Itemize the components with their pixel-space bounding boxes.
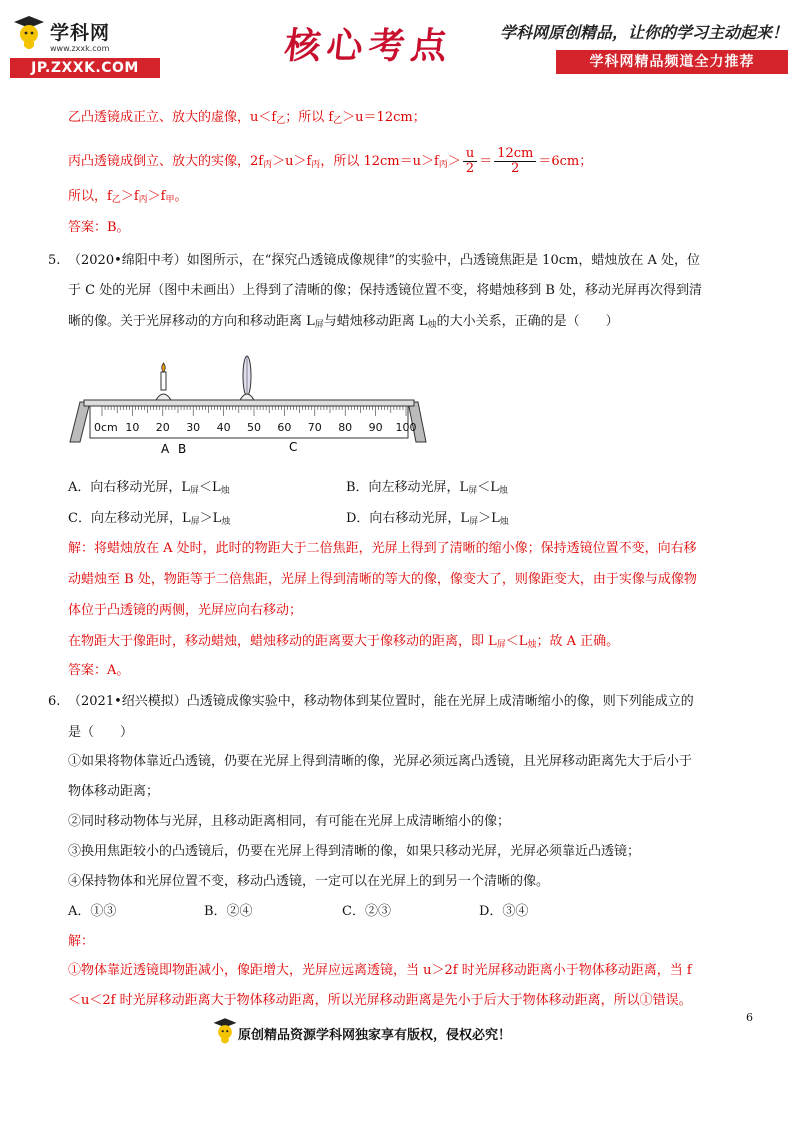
- option-b: B．②④: [204, 904, 253, 919]
- candle: [156, 363, 171, 400]
- option-c: C．②③: [342, 904, 391, 919]
- mascot-icon: [12, 14, 46, 54]
- solution-line: 所以，$f_乙>f_丙>f_甲$。: [68, 189, 188, 205]
- solution-label: 解：: [68, 934, 95, 949]
- logo-brand: 学科网: [50, 22, 111, 44]
- copyright-notice: 原创精品资源学科网独家享有版权，侵权必究！: [238, 1028, 512, 1043]
- fraction: $\frac{12cm}{2}$: [494, 147, 536, 176]
- statement-2: ②同时移动物体与光屏，且移动距离相同，有可能在光屏上成清晰缩小的像；: [68, 814, 511, 829]
- ruler-label: 50: [247, 421, 261, 434]
- bench-rail: [84, 400, 414, 406]
- header-title: 核心考点: [282, 25, 455, 67]
- ruler-label: 60: [277, 421, 292, 434]
- statement-3: ③换用焦距较小的凸透镜后，仍要在光屏上得到清晰的像，如果只移动光屏，光屏必须靠近凸透镜；: [68, 844, 641, 859]
- ruler-label: 70: [307, 421, 322, 434]
- logo-domain: JP.ZXXK.COM: [10, 58, 160, 78]
- ruler-label: 30: [186, 421, 201, 434]
- option-d: D．向右移动光屏，$L_屏>L_烛$: [346, 511, 509, 527]
- ruler-label: 90: [368, 421, 383, 434]
- ruler-label: 40: [216, 421, 231, 434]
- page-number: 6: [746, 1011, 753, 1024]
- option-c: C．向左移动光屏，$L_屏>L_烛$: [68, 511, 231, 527]
- marker-b: B: [178, 442, 187, 456]
- answer-line: 答案：A。: [68, 663, 130, 678]
- question-number: 5.: [48, 253, 61, 268]
- option-a: A．向右移动光屏，$L_屏<L_烛$: [68, 480, 230, 496]
- option-d: D．③④: [479, 904, 529, 919]
- ruler-label: 100: [395, 421, 417, 434]
- question-number: 6.: [48, 694, 61, 709]
- solution-line: 解：将蜡烛放在 A 处时，此时的物距大于二倍焦距，光屏上得到了清晰的缩小像；保持透镜位置不变，向右移: [68, 541, 697, 556]
- optical-bench-figure: [68, 350, 430, 460]
- question-text: （2021•绍兴模拟）凸透镜成像实验中，移动物体到某位置时，能在光屏上成清晰缩小的像，则下列能成立的: [68, 694, 694, 709]
- solution-line: 动蜡烛至 B 处，物距等于二倍焦距，光屏上得到清晰的等大的像，像变大了，则像距变大，由于实像与成像物: [68, 572, 697, 587]
- solution-line: ＜u＜2f 时光屏移动距离大于物体移动距离，所以光屏移动距离是先小于后大于物体移动距离，所以①错误。: [68, 993, 692, 1008]
- marker-c: C: [289, 440, 298, 454]
- option-a: A．①③: [68, 904, 117, 919]
- ruler-label: 80: [338, 421, 353, 434]
- solution-line: 丙凸透镜成倒立、放大的实像，$2f_丙>u>f_丙$，所以 $12cm=u>f_丙>$ $\frac{u}{2}$ ＝ $\frac{12cm}{2}$ ＝6cm；: [68, 146, 593, 176]
- site-logo: [10, 14, 160, 76]
- channel-banner: 学科网精品频道全力推荐: [556, 50, 788, 74]
- ruler-label: 20: [155, 421, 170, 434]
- bench-leg-left: [70, 402, 90, 442]
- marker-a: A: [161, 442, 170, 456]
- question-text: 于 C 处的光屏（图中未画出）上得到了清晰的像；保持透镜位置不变，将蜡烛移到 B 处，移动光屏再次得到清: [68, 283, 703, 298]
- header-slogan: 学科网原创精品，让你的学习主动起来！: [499, 23, 788, 42]
- logo-url: www.zxxk.com: [50, 44, 110, 53]
- ruler-label: 10: [125, 421, 140, 434]
- statement-1-cont: 物体移动距离；: [68, 784, 160, 799]
- solution-line: 在物距大于像距时，移动蜡烛，蜡烛移动的距离要大于像移动的距离，即 $L_屏<L_烛$；故 A 正确。: [68, 634, 620, 650]
- fraction: $\frac{u}{2}$: [463, 147, 477, 176]
- statement-1: ①如果将物体靠近凸透镜，仍要在光屏上得到清晰的像，光屏必须远离凸透镜，且光屏移动距离先大于后小于: [68, 754, 693, 769]
- question-text: （2020•绵阳中考）如图所示，在“探究凸透镜成像规律”的实验中，凸透镜焦距是 10cm，蜡烛放在 A 处，位: [68, 253, 700, 268]
- solution-line: 乙凸透镜成正立、放大的虚像，$u<f_乙$；所以 $f_乙>u=12cm$；: [68, 110, 426, 126]
- question-text: 是（ ）: [68, 725, 134, 740]
- solution-line: 体位于凸透镜的两侧，光屏应向右移动；: [68, 603, 303, 618]
- option-b: B．向左移动光屏，$L_屏<L_烛$: [346, 480, 508, 496]
- convex-lens: [240, 356, 254, 400]
- ruler-label: 0cm: [94, 421, 118, 434]
- question-text: 晰的像。关于光屏移动的方向和移动距离 $L_屏$与蜡烛移动距离 $L_烛$的大小关系，正确的是（ ）: [68, 314, 619, 330]
- mascot-icon: [212, 1016, 238, 1048]
- solution-line: ①物体靠近透镜即物距减小，像距增大，光屏应远离透镜，当 u＞2f 时光屏移动距离小于物体移动距离，当 f: [68, 963, 692, 978]
- statement-4: ④保持物体和光屏位置不变，移动凸透镜，一定可以在光屏上的到另一个清晰的像。: [68, 874, 550, 889]
- answer-line: 答案：B。: [68, 220, 130, 235]
